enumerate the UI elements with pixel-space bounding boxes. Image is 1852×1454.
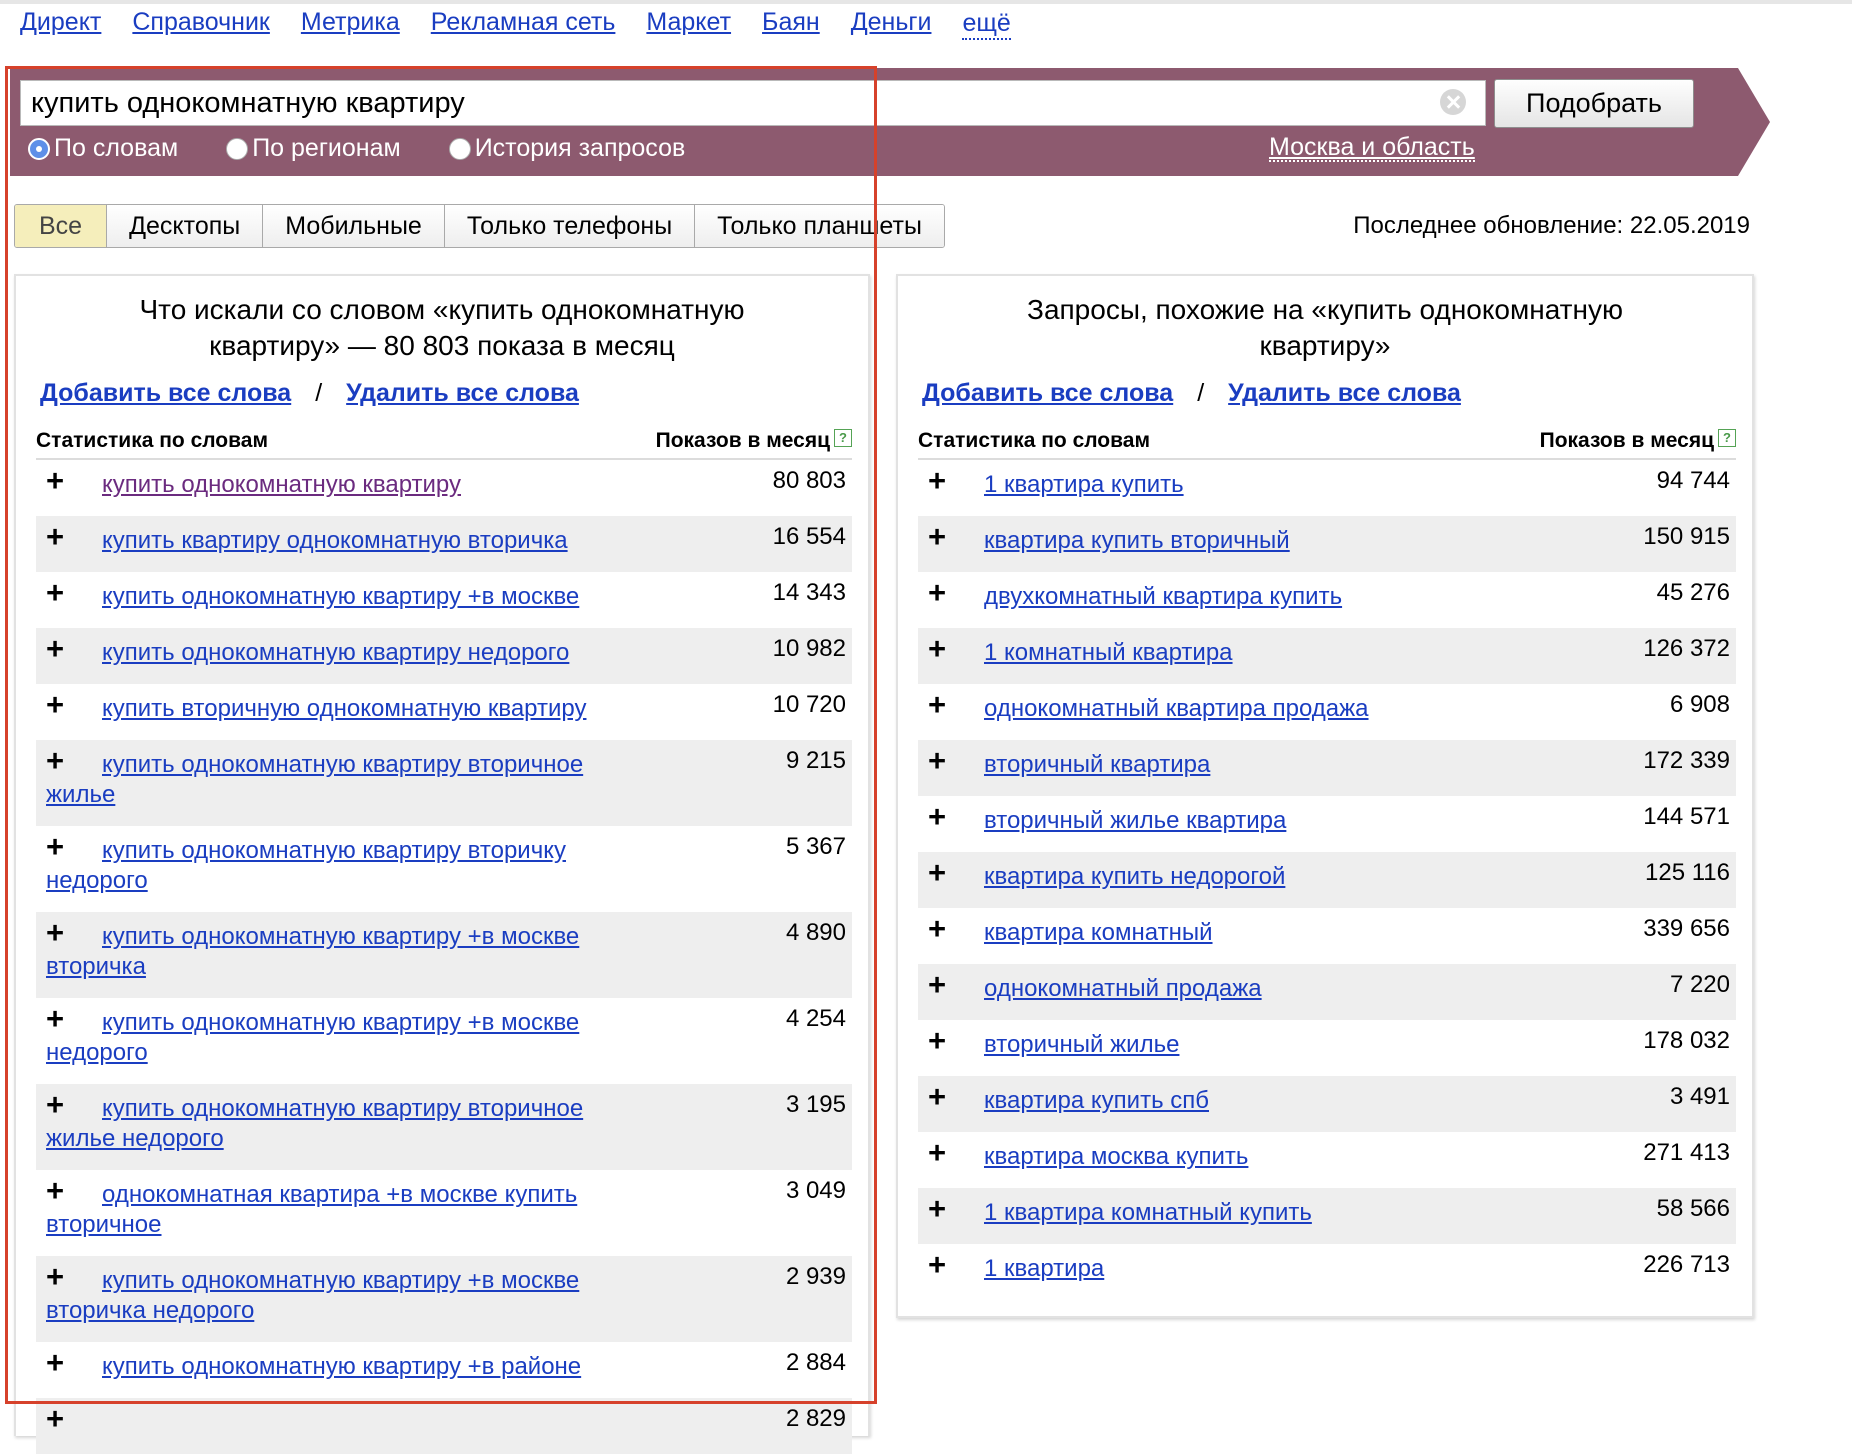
add-word-icon[interactable]: + [928, 1191, 947, 1226]
radio-selected-icon[interactable] [28, 138, 50, 160]
keyword-link[interactable]: купить однокомнатную квартиру +в районе [102, 1353, 582, 1380]
service-link-money[interactable]: Деньги [850, 8, 932, 36]
pick-button[interactable]: Подобрать [1494, 79, 1694, 128]
keyword-cell [984, 1138, 1610, 1172]
keyword-cell [102, 1404, 726, 1408]
keyword-link[interactable]: 1 квартира комнатный купить [984, 1199, 1312, 1226]
impressions-count: 58 566 [1656, 1195, 1730, 1222]
keyword-cell [46, 1262, 726, 1326]
column-header-count-label: Показов в месяц [655, 429, 830, 452]
keyword-link[interactable]: однокомнатный продажа [984, 975, 1262, 1002]
service-link-market[interactable]: Маркет [646, 8, 732, 36]
keyword-cell [102, 690, 726, 724]
add-word-icon[interactable]: + [46, 915, 65, 950]
impressions-count: 178 032 [1643, 1027, 1730, 1054]
keyword-cell [984, 914, 1610, 948]
add-word-icon[interactable]: + [46, 687, 65, 722]
impressions-count: 16 554 [772, 523, 846, 550]
impressions-count: 6 908 [1669, 691, 1730, 718]
bulk-actions [922, 376, 1752, 410]
add-word-icon[interactable]: + [928, 575, 947, 610]
table-row [918, 628, 1736, 684]
impressions-count: 2 884 [785, 1349, 846, 1376]
table-row [36, 460, 852, 516]
table-row [36, 1170, 852, 1256]
table-row [918, 572, 1736, 628]
table-row [36, 516, 852, 572]
add-word-icon[interactable]: + [46, 519, 65, 554]
table-row [918, 796, 1736, 852]
keyword-link[interactable]: однокомнатный квартира продажа [984, 695, 1369, 722]
last-update-text: Последнее обновление: 22.05.2019 [1353, 212, 1750, 239]
add-word-icon[interactable]: + [46, 1001, 65, 1036]
table-row [36, 912, 852, 998]
keyword-cell [984, 858, 1610, 892]
table-row [36, 998, 852, 1084]
table-row [918, 1244, 1736, 1300]
keyword-cell [46, 1004, 726, 1068]
keyword-cell [102, 1348, 726, 1382]
add-word-icon[interactable]: + [928, 743, 947, 778]
search-input[interactable]: купить однокомнатную квартиру [20, 80, 1486, 126]
keyword-cell [46, 918, 726, 982]
impressions-count: 14 343 [772, 579, 846, 606]
impressions-count: 10 982 [772, 635, 846, 662]
keyword-cell [102, 634, 726, 668]
impressions-count: 172 339 [1643, 747, 1730, 774]
keyword-link-continuation[interactable]: вторичка [46, 953, 146, 980]
impressions-count: 226 713 [1643, 1251, 1730, 1278]
keyword-cell [984, 634, 1610, 668]
keyword-link-continuation[interactable]: жилье [46, 781, 116, 808]
keyword-link[interactable]: купить однокомнатную квартиру +в москве [102, 1009, 580, 1036]
add-word-icon[interactable]: + [928, 631, 947, 666]
tab-desktops[interactable]: Десктопы [106, 205, 262, 247]
impressions-count: 150 915 [1643, 523, 1730, 550]
keyword-cell [102, 522, 726, 556]
keyword-link[interactable]: квартира москва купить [984, 1143, 1249, 1170]
impressions-count: 9 215 [785, 747, 846, 774]
impressions-count: 45 276 [1656, 579, 1730, 606]
search-band-arrow [1738, 68, 1770, 176]
table-row [36, 1342, 852, 1398]
similar-queries-list [918, 460, 1736, 1300]
add-all-words-link[interactable]: Добавить все слова [40, 378, 292, 407]
tab-mobile[interactable]: Мобильные [262, 205, 444, 247]
table-row [36, 684, 852, 740]
column-header-count-label: Показов в месяц [1539, 429, 1714, 452]
table-row [918, 1020, 1736, 1076]
impressions-count: 4 890 [785, 919, 846, 946]
tab-all[interactable]: Все [15, 205, 106, 247]
separator: / [1197, 378, 1205, 407]
keyword-cell [984, 746, 1610, 780]
impressions-count: 94 744 [1656, 467, 1730, 494]
column-header-words: Статистика по словам [36, 429, 268, 452]
table-row [36, 1256, 852, 1342]
add-word-icon[interactable]: + [46, 1087, 65, 1122]
separator: / [315, 378, 323, 407]
keyword-link-continuation[interactable]: вторичное [46, 1211, 162, 1238]
tab-tablets-only[interactable]: Только планшеты [694, 205, 944, 247]
table-row [918, 964, 1736, 1020]
table-row [918, 740, 1736, 796]
similar-queries-panel [896, 274, 1754, 1318]
add-word-icon[interactable]: + [928, 1135, 947, 1170]
impressions-count: 125 116 [1645, 859, 1730, 886]
keyword-link[interactable]: купить однокомнатную квартиру +в москве [102, 923, 580, 950]
panel-title: Что искали со словом «купить однокомнатную квартиру» — 80 803 показа в месяц [139, 294, 745, 361]
help-icon[interactable]: ? [834, 429, 852, 447]
search-mode-group [28, 134, 685, 163]
keyword-link[interactable]: вторичный квартира [984, 751, 1211, 778]
keyword-link[interactable]: однокомнатная квартира +в москве купить [102, 1181, 578, 1208]
add-word-icon[interactable]: + [46, 463, 65, 498]
remove-all-words-link[interactable]: Удалить все слова [1228, 378, 1461, 407]
keyword-link-continuation[interactable]: недорого [46, 867, 148, 894]
table-row [36, 572, 852, 628]
keyword-link-continuation[interactable]: недорого [46, 1039, 148, 1066]
keyword-cell [984, 1250, 1610, 1284]
impressions-count: 10 720 [772, 691, 846, 718]
keyword-cell [984, 970, 1610, 1004]
help-icon[interactable]: ? [1718, 429, 1736, 447]
table-row [36, 1398, 852, 1454]
table-row [918, 684, 1736, 740]
service-link-ad-network[interactable]: Рекламная сеть [430, 8, 616, 36]
mode-label: По регионам [252, 134, 401, 162]
add-word-icon[interactable]: + [928, 687, 947, 722]
services-more-link[interactable]: ещё [962, 10, 1010, 40]
keyword-link[interactable]: 1 комнатный квартира [984, 639, 1233, 666]
impressions-count: 126 372 [1643, 635, 1730, 662]
mode-by-words[interactable] [28, 134, 178, 163]
add-word-icon[interactable]: + [46, 631, 65, 666]
table-row [918, 1076, 1736, 1132]
keyword-link[interactable]: купить однокомнатную квартиру +в москве [102, 583, 580, 610]
table-row [918, 1132, 1736, 1188]
add-word-icon[interactable]: + [928, 967, 947, 1002]
table-header [918, 424, 1736, 460]
add-word-icon[interactable]: + [928, 1023, 947, 1058]
bulk-actions [40, 376, 868, 410]
service-link-directory[interactable]: Справочник [132, 8, 270, 36]
device-tabs [14, 204, 945, 248]
keyword-cell [984, 1194, 1610, 1228]
impressions-count: 4 254 [785, 1005, 846, 1032]
keyword-cell [46, 1090, 726, 1154]
impressions-count: 3 195 [785, 1091, 846, 1118]
keyword-link[interactable]: квартира купить недорогой [984, 863, 1286, 890]
impressions-count: 339 656 [1643, 915, 1730, 942]
keyword-cell [984, 466, 1610, 500]
keyword-link[interactable]: квартира купить вторичный [984, 527, 1290, 554]
keyword-link[interactable]: квартира комнатный [984, 919, 1213, 946]
table-row [918, 516, 1736, 572]
column-header-count [1540, 429, 1736, 453]
keyword-link[interactable]: купить однокомнатную квартиру +в москве [102, 1267, 580, 1294]
related-words-list [36, 460, 852, 1454]
radio-icon[interactable] [226, 138, 248, 160]
impressions-count: 3 491 [1669, 1083, 1730, 1110]
service-link-direct[interactable]: Директ [20, 8, 102, 36]
radio-icon[interactable] [449, 138, 471, 160]
impressions-count: 7 220 [1669, 971, 1730, 998]
table-row [918, 460, 1736, 516]
table-row [918, 852, 1736, 908]
add-word-icon[interactable]: + [46, 1345, 65, 1380]
add-word-icon[interactable]: + [928, 1247, 947, 1282]
impressions-count: 2 939 [785, 1263, 846, 1290]
column-header-words: Статистика по словам [918, 429, 1150, 452]
keyword-cell [984, 1026, 1610, 1060]
add-word-icon[interactable]: + [928, 519, 947, 554]
impressions-count: 5 367 [785, 833, 846, 860]
clear-icon[interactable] [1440, 89, 1466, 115]
keyword-link[interactable]: купить вторичную однокомнатную квартиру [102, 695, 587, 722]
mode-label: История запросов [474, 134, 686, 162]
keyword-cell [46, 832, 726, 896]
keyword-cell [984, 802, 1610, 836]
keyword-cell [102, 578, 726, 612]
add-word-icon[interactable]: + [928, 799, 947, 834]
table-row [36, 628, 852, 684]
keyword-link[interactable]: купить однокомнатную квартиру [102, 471, 461, 498]
add-word-icon[interactable]: + [46, 829, 65, 864]
table-row [36, 826, 852, 912]
services-nav [20, 8, 1011, 48]
service-link-bayan[interactable]: Баян [762, 8, 820, 36]
keyword-link[interactable]: вторичный жилье квартира [984, 807, 1287, 834]
add-word-icon[interactable]: + [928, 911, 947, 946]
service-link-metrika[interactable]: Метрика [300, 8, 400, 36]
add-all-words-link[interactable]: Добавить все слова [922, 378, 1174, 407]
keyword-link-continuation[interactable]: жилье недорого [46, 1125, 224, 1152]
keyword-cell [984, 578, 1610, 612]
mode-by-regions[interactable] [226, 134, 401, 163]
region-link[interactable]: Москва и область [1269, 133, 1475, 161]
keyword-link[interactable]: квартира купить спб [984, 1087, 1209, 1114]
table-row [36, 1084, 852, 1170]
mode-history[interactable] [449, 134, 686, 163]
add-word-icon[interactable]: + [928, 463, 947, 498]
add-word-icon[interactable]: + [46, 1259, 65, 1294]
add-word-icon[interactable]: + [46, 1173, 65, 1208]
impressions-count: 271 413 [1643, 1139, 1730, 1166]
table-header [36, 424, 852, 460]
table-row [918, 908, 1736, 964]
keyword-link[interactable]: купить однокомнатную квартиру вторичное [102, 751, 584, 778]
remove-all-words-link[interactable]: Удалить все слова [346, 378, 579, 407]
impressions-count: 3 049 [785, 1177, 846, 1204]
keyword-link[interactable]: купить квартиру однокомнатную вторичка [102, 527, 568, 554]
mode-label: По словам [54, 134, 179, 162]
top-divider [0, 0, 1852, 4]
keyword-link[interactable]: купить однокомнатную квартиру вторичное [102, 1095, 584, 1122]
add-word-icon[interactable]: + [928, 1079, 947, 1114]
panel-title: Запросы, похожие на «купить однокомнатную квартиру» [1027, 294, 1623, 361]
keyword-cell [46, 746, 726, 810]
keyword-cell [46, 1176, 726, 1240]
keyword-cell [102, 466, 726, 500]
add-word-icon[interactable]: + [46, 1401, 65, 1436]
column-header-count [656, 429, 852, 453]
keyword-link[interactable]: купить однокомнатную квартиру вторичку [102, 837, 566, 864]
keyword-cell [984, 522, 1610, 556]
add-word-icon[interactable]: + [46, 743, 65, 778]
tab-phones-only[interactable]: Только телефоны [444, 205, 694, 247]
keyword-link[interactable]: вторичный жилье [984, 1031, 1180, 1058]
keyword-link[interactable]: двухкомнатный квартира купить [984, 583, 1343, 610]
impressions-count: 144 571 [1643, 803, 1730, 830]
keyword-link-continuation[interactable]: вторичка недорого [46, 1297, 255, 1324]
table-row [36, 740, 852, 826]
keyword-link[interactable]: 1 квартира [984, 1255, 1105, 1282]
keyword-link[interactable]: 1 квартира купить [984, 471, 1184, 498]
impressions-count: 2 829 [785, 1405, 846, 1432]
add-word-icon[interactable]: + [928, 855, 947, 890]
keyword-cell [984, 690, 1610, 724]
table-row [918, 1188, 1736, 1244]
impressions-count: 80 803 [772, 467, 846, 494]
related-words-panel [14, 274, 870, 1436]
keyword-cell [984, 1082, 1610, 1116]
keyword-link[interactable]: купить однокомнатную квартиру недорого [102, 639, 570, 666]
add-word-icon[interactable]: + [46, 575, 65, 610]
